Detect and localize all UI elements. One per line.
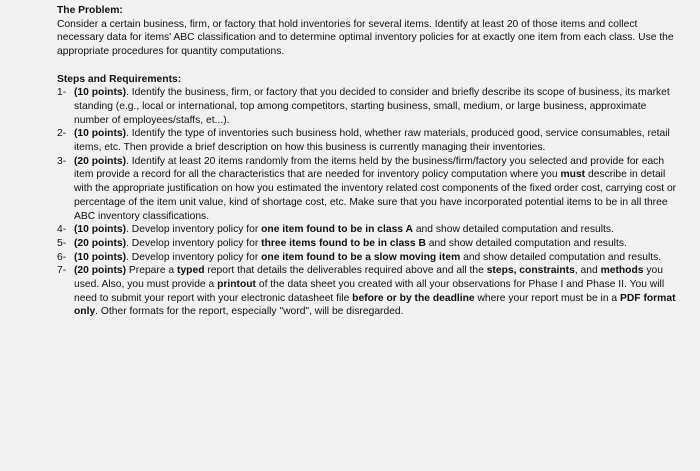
- step-text: and show detailed computation and results.: [425, 237, 627, 249]
- step-points: (10 points): [74, 128, 127, 140]
- step-text: , and: [574, 265, 601, 277]
- step-emphasis: one item found to be a slow moving item: [261, 251, 461, 263]
- steps-list: [57, 86, 684, 319]
- step-emphasis: methods: [600, 265, 644, 277]
- step-item: [57, 251, 684, 265]
- step-emphasis: typed: [177, 265, 205, 277]
- step-number: 6-: [57, 251, 67, 263]
- step-text: . Develop inventory policy for: [126, 224, 262, 236]
- step-item: [57, 155, 684, 224]
- step-number: 3-: [57, 155, 67, 167]
- step-text: report that details the deliverables required above and all the: [204, 265, 487, 277]
- step-points: (10 points): [74, 224, 127, 236]
- step-text: where your report must be in a: [474, 292, 620, 304]
- step-emphasis: three items found to be in class B: [261, 237, 426, 249]
- step-emphasis: steps, constraints: [486, 265, 575, 277]
- step-text: and show detailed computation and results.: [412, 224, 614, 236]
- step-text: Prepare a: [126, 265, 178, 277]
- step-emphasis: before or by the deadline: [352, 292, 475, 304]
- step-text: . Identify the business, firm, or factory that you decided to consider and briefly describe its scope of business, its market standing (e.g., local or international, top among competitors, starting business, small, medium, or large business, approximate number of employees/staffs, et...).: [74, 87, 670, 126]
- step-text: describe in detail with the appropriate justification on how you estimated the inventory related cost components of the fixed order cost, carrying cost or percentage of the item unit value, kind of shortage cost, etc. Make sure that you have incorporated potential items to be in all three ABC inventory classifications.: [74, 169, 677, 222]
- step-points: (20 points): [74, 265, 127, 277]
- step-emphasis: one item found to be in class A: [261, 224, 413, 236]
- step-points: (20 points): [74, 237, 127, 249]
- step-item: [57, 237, 684, 251]
- step-points: (10 points): [74, 87, 127, 99]
- step-item: [57, 223, 684, 237]
- step-text: . Identify at least 20 items randomly from the items held by the business/firm/factory you selected and provide for each item provide a record for all the characteristics that are needed for inventory policy computation where you: [74, 155, 665, 181]
- step-item: [57, 264, 684, 319]
- step-points: (10 points): [74, 251, 127, 263]
- step-number: 1-: [57, 87, 67, 99]
- step-text: . Identify the type of inventories such business hold, whether raw materials, produced good, service consumables, retail items, etc. Then provide a brief description on how this business is currently managing their inventories.: [74, 128, 670, 154]
- step-text: . Other formats for the report, especially "word", will be disregarded.: [95, 306, 404, 318]
- step-number: 2-: [57, 128, 67, 140]
- step-item: [57, 127, 684, 154]
- step-emphasis: PDF format only: [74, 292, 676, 318]
- step-points: (20 points): [74, 155, 127, 167]
- step-text: . Develop inventory policy for: [126, 237, 262, 249]
- step-emphasis: printout: [217, 279, 256, 291]
- step-text: you used. Also, you must provide a: [74, 265, 663, 291]
- step-item: [57, 86, 684, 127]
- step-emphasis: must: [560, 169, 586, 181]
- steps-heading: Steps and Requirements:: [57, 73, 182, 85]
- step-text: . Develop inventory policy for: [126, 251, 262, 263]
- step-number: 7-: [57, 265, 67, 277]
- problem-heading: The Problem:: [57, 5, 123, 16]
- step-number: 4-: [57, 224, 67, 236]
- step-text: of the data sheet you created with all your observations for Phase I and Phase II. You will need to submit your report with your electronic datasheet file: [74, 279, 665, 304]
- problem-intro: Consider a certain business, firm, or factory that hold inventories for several items. Identify at least 20 of those items and collect necessary data for items' ABC classification and to determine optimal inventory policies for at exactly one item from each class. Use the appropriate procedures for quantity computations.: [57, 18, 674, 58]
- step-text: and show detailed computation and results.: [460, 251, 662, 263]
- step-number: 5-: [57, 237, 67, 249]
